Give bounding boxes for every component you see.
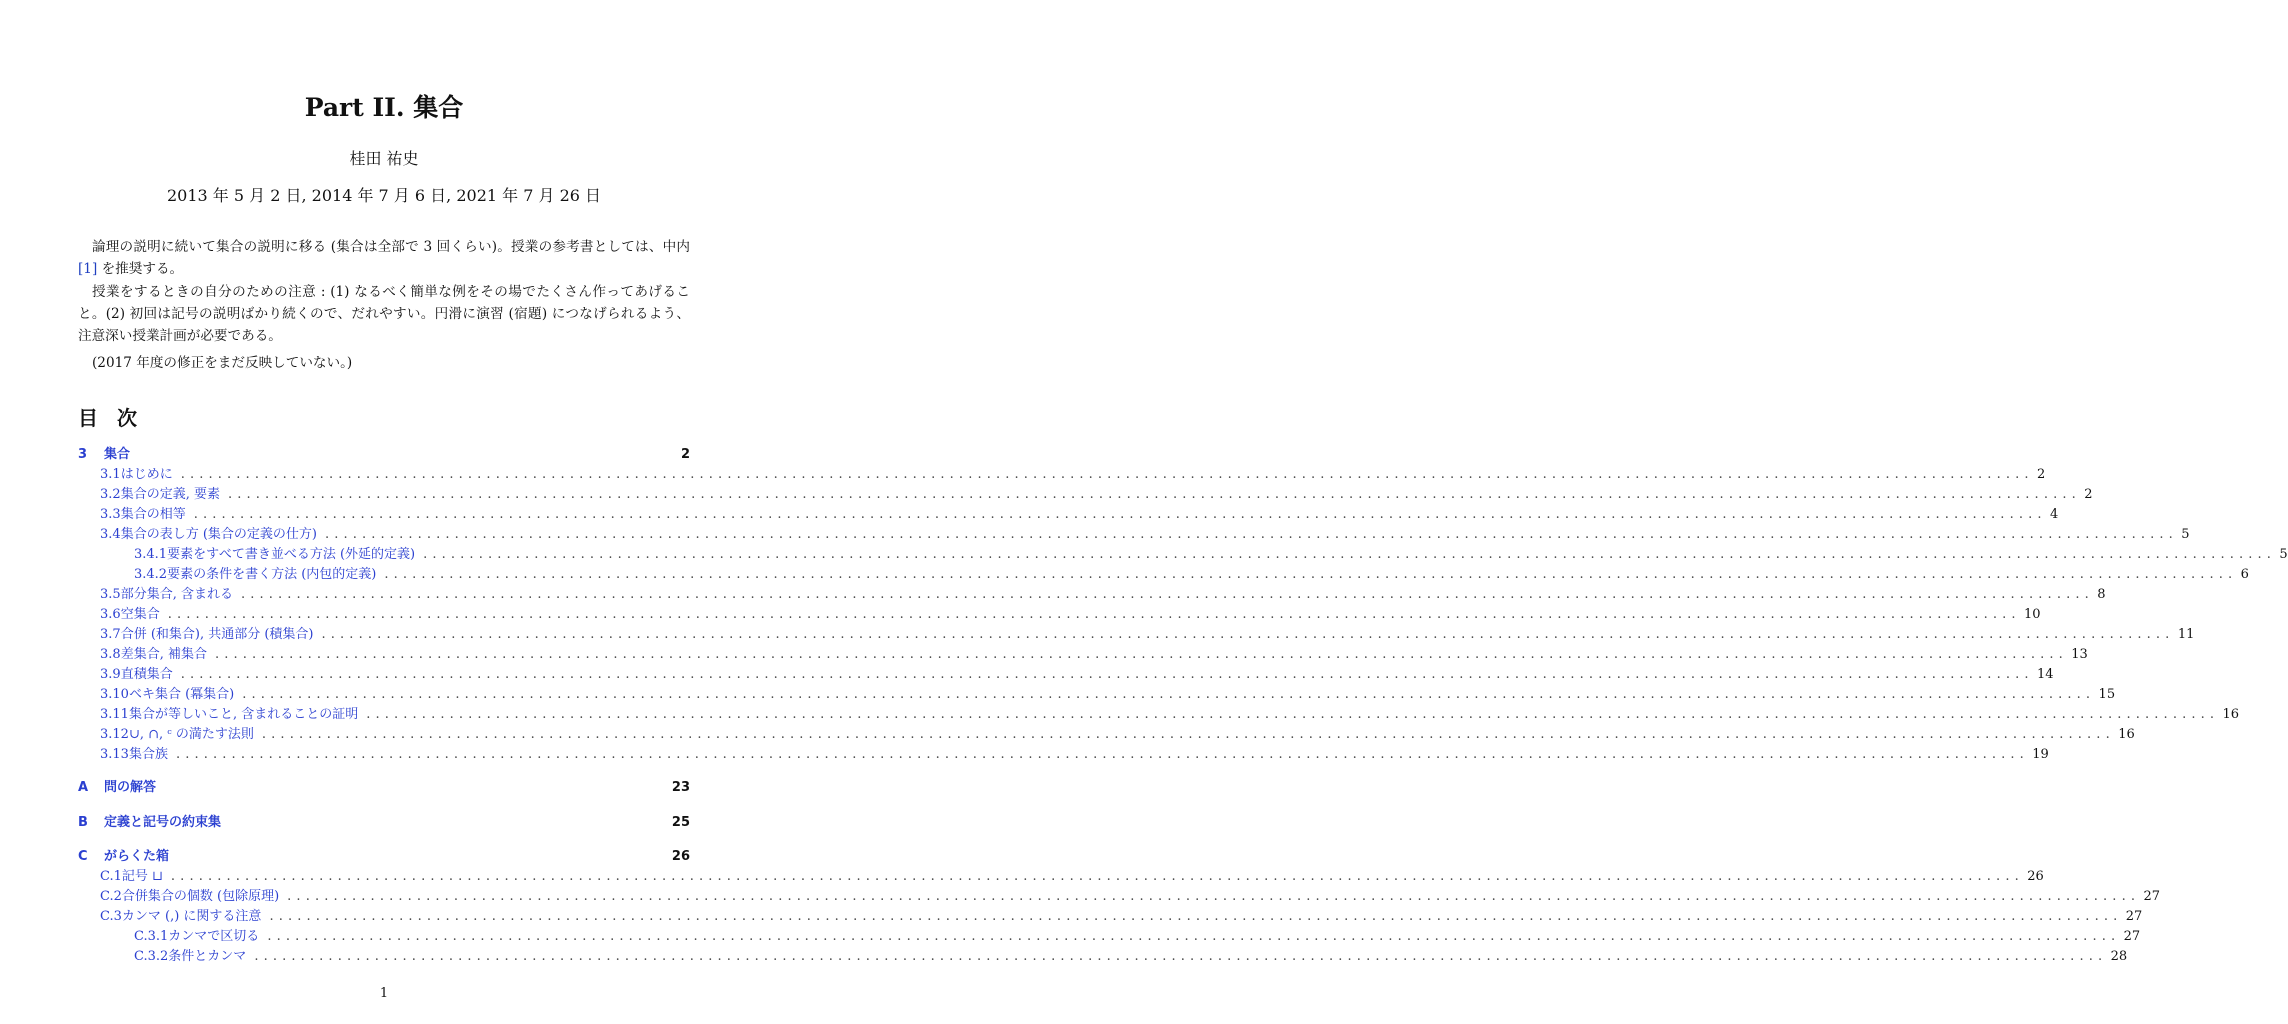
toc-leader-dots: . . . . . . . . . . . . . . . . . . . . . . . . . . . . . . . . . . . . . . . . . . . . . . . . . . . . . . . . . . . . . . . . . . . . . . . . . . . . . . . . . . . . . . . . . . . . . . . . . . . . . . . . . . . . . . . . . . . . . . . . . . . . . . . . . . . . . . . . . . . . . . . . . . . . . . . . . . . . . . . . . . . . . . . . . . . . . . . . . . . . . . . . . . . . . . . . . . . . . . . . bbox=[240, 587, 2090, 602]
toc-entry-title[interactable]: はじめに bbox=[120, 467, 173, 482]
toc-entry-page: 16 bbox=[2222, 707, 2240, 722]
toc-entry[interactable] bbox=[78, 702, 2240, 722]
toc-entry-page: 27 bbox=[2143, 889, 2161, 904]
toc-entry[interactable] bbox=[78, 682, 2116, 702]
toc-entry[interactable] bbox=[78, 944, 2128, 964]
toc-entry-number[interactable]: 3.4.1 bbox=[134, 547, 168, 562]
toc-entry-number[interactable]: C bbox=[78, 849, 88, 864]
toc-entry[interactable] bbox=[78, 462, 2046, 482]
toc-entry[interactable] bbox=[78, 642, 2088, 662]
toc-entry-number[interactable]: 3.2 bbox=[100, 487, 121, 502]
toc-entry-title[interactable]: 条件とカンマ bbox=[168, 949, 247, 964]
toc-entry-page: 27 bbox=[2123, 929, 2141, 944]
toc-entry-title[interactable]: 要素をすべて書き並べる方法 (外延的定義) bbox=[167, 547, 416, 562]
toc-entry-page: 2 bbox=[2084, 487, 2093, 502]
toc-entry-number[interactable]: 3.1 bbox=[100, 467, 121, 482]
document-author: 桂田 祐史 bbox=[349, 149, 419, 168]
toc-entry[interactable] bbox=[78, 522, 2190, 542]
toc-entry-page: 23 bbox=[671, 780, 690, 795]
toc-entry-title[interactable]: がらくた箱 bbox=[104, 849, 170, 864]
toc-entry-title[interactable]: 集合族 bbox=[128, 747, 168, 762]
toc-leader-dots: . . . . . . . . . . . . . . . . . . . . . . . . . . . . . . . . . . . . . . . . . . . . . . . . . . . . . . . . . . . . . . . . . . . . . . . . . . . . . . . . . . . . . . . . . . . . . . . . . . . . . . . . . . . . . . . . . . . . . . . . . . . . . . . . . . . . . . . . . . . . . . . . . . . . . . . . . . . . . . . . . . . . . . . . . . . . . . . . . . . . . . . . . . . . . . . . . . . . . . . . bbox=[167, 607, 2017, 622]
toc-leader-dots: . . . . . . . . . . . . . . . . . . . . . . . . . . . . . . . . . . . . . . . . . . . . . . . . . . . . . . . . . . . . . . . . . . . . . . . . . . . . . . . . . . . . . . . . . . . . . . . . . . . . . . . . . . . . . . . . . . . . . . . . . . . . . . . . . . . . . . . . . . . . . . . . . . . . . . . . . . . . . . . . . . . . . . . . . . . . . . . . . . . . . . . . . . . . . . . . . . . . . . . . bbox=[384, 567, 2233, 582]
toc-entry-title[interactable]: 集合 bbox=[104, 447, 131, 462]
toc-entry-number[interactable]: 3.8 bbox=[100, 647, 121, 662]
toc-entry-title[interactable]: 要素の条件を書く方法 (内包的定義) bbox=[167, 567, 377, 582]
toc-entry-page: 4 bbox=[2050, 507, 2059, 522]
toc-leader-dots: . . . . . . . . . . . . . . . . . . . . . . . . . . . . . . . . . . . . . . . . . . . . . . . . . . . . . . . . . . . . . . . . . . . . . . . . . . . . . . . . . . . . . . . . . . . . . . . . . . . . . . . . . . . . . . . . . . . . . . . . . . . . . . . . . . . . . . . . . . . . . . . . . . . . . . . . . . . . . . . . . . . . . . . . . . . . . . . . . . . . . . . . . . . . . . . . . . . . . . . . bbox=[423, 547, 2272, 562]
citation-link[interactable]: [1] bbox=[78, 261, 98, 278]
toc-leader-dots: . . . . . . . . . . . . . . . . . . . . . . . . . . . . . . . . . . . . . . . . . . . . . . . . . . . . . . . . . . . . . . . . . . . . . . . . . . . . . . . . . . . . . . . . . . . . . . . . . . . . . . . . . . . . . . . . . . . . . . . . . . . . . . . . . . . . . . . . . . . . . . . . . . . . . . . . . . . . . . . . . . . . . . . . . . . . . . . . . . . . . . . . . . . . . . . . . . . . . . . . bbox=[227, 487, 2077, 502]
toc-entry-title[interactable]: 直積集合 bbox=[120, 667, 173, 682]
toc-entry-number[interactable]: 3.12 bbox=[100, 727, 129, 742]
toc-entry-number[interactable]: 3.4.2 bbox=[134, 567, 168, 582]
abstract-p1-end: を推奨する。 bbox=[97, 261, 184, 278]
toc-entry-title[interactable]: カンマで区切る bbox=[168, 929, 260, 944]
toc-entry-title[interactable]: 差集合, 補集合 bbox=[120, 647, 207, 662]
document-title: Part II. 集合 bbox=[304, 93, 464, 122]
toc-leader-dots: . . . . . . . . . . . . . . . . . . . . . . . . . . . . . . . . . . . . . . . . . . . . . . . . . . . . . . . . . . . . . . . . . . . . . . . . . . . . . . . . . . . . . . . . . . . . . . . . . . . . . . . . . . . . . . . . . . . . . . . . . . . . . . . . . . . . . . . . . . . . . . . . . . . . . . . . . . . . . . . . . . . . . . . . . . . . . . . . . . . . . . . . . . . . . . . . . . . . . . . . bbox=[193, 507, 2043, 522]
toc-entry-page: 15 bbox=[2098, 687, 2116, 702]
toc-entry-page: 11 bbox=[2177, 627, 2195, 642]
toc-leader-dots: . . . . . . . . . . . . . . . . . . . . . . . . . . . . . . . . . . . . . . . . . . . . . . . . . . . . . . . . . . . . . . . . . . . . . . . . . . . . . . . . . . . . . . . . . . . . . . . . . . . . . . . . . . . . . . . . . . . . . . . . . . . . . . . . . . . . . . . . . . . . . . . . . . . . . . . . . . . . . . . . . . . . . . . . . . . . . . . . . . . . . . . . . . . . . . . . . . . . . . . . bbox=[242, 687, 2091, 702]
abstract-note: (2017 年度の修正をまだ反映していない。) bbox=[92, 355, 353, 372]
toc-entry-number[interactable]: C.3.2 bbox=[134, 949, 169, 964]
toc-leader-dots: . . . . . . . . . . . . . . . . . . . . . . . . . . . . . . . . . . . . . . . . . . . . . . . . . . . . . . . . . . . . . . . . . . . . . . . . . . . . . . . . . . . . . . . . . . . . . . . . . . . . . . . . . . . . . . . . . . . . . . . . . . . . . . . . . . . . . . . . . . . . . . . . . . . . . . . . . . . . . . . . . . . . . . . . . . . . . . . . . . . . . . . . . . . . . . . . . . . . . . . . bbox=[269, 909, 2118, 924]
toc-entry-title[interactable]: カンマ (,) に関する注意 bbox=[121, 909, 262, 924]
toc-entry-page: 14 bbox=[2037, 667, 2054, 682]
toc-leader-dots: . . . . . . . . . . . . . . . . . . . . . . . . . . . . . . . . . . . . . . . . . . . . . . . . . . . . . . . . . . . . . . . . . . . . . . . . . . . . . . . . . . . . . . . . . . . . . . . . . . . . . . . . . . . . . . . . . . . . . . . . . . . . . . . . . . . . . . . . . . . . . . . . . . . . . . . . . . . . . . . . . . . . . . . . . . . . . . . . . . . . . . . . . . . . . . . . . . . . . . . . bbox=[287, 889, 2136, 904]
toc-entry[interactable] bbox=[78, 924, 2141, 944]
toc-entry-title[interactable]: 合併集合の個数 (包除原理) bbox=[121, 889, 280, 904]
toc-entry[interactable] bbox=[78, 622, 2195, 642]
abstract-paragraph-1 bbox=[78, 236, 690, 281]
toc-entry[interactable] bbox=[78, 844, 690, 864]
toc-entry[interactable] bbox=[78, 602, 2041, 622]
toc-leader-dots: . . . . . . . . . . . . . . . . . . . . . . . . . . . . . . . . . . . . . . . . . . . . . . . . . . . . . . . . . . . . . . . . . . . . . . . . . . . . . . . . . . . . . . . . . . . . . . . . . . . . . . . . . . . . . . . . . . . . . . . . . . . . . . . . . . . . . . . . . . . . . . . . . . . . . . . . . . . . . . . . . . . . . . . . . . . . . . . . . . . . . . . . . . . . . . . . . . . . . . . . bbox=[321, 627, 2170, 642]
toc-entry[interactable] bbox=[78, 775, 690, 795]
toc-entry-number[interactable]: C.3 bbox=[100, 909, 122, 924]
toc-entry-number[interactable]: B bbox=[78, 815, 88, 830]
toc-entry-title[interactable]: 集合の表し方 (集合の定義の仕方) bbox=[120, 527, 317, 542]
toc-entry-page: 13 bbox=[2071, 647, 2088, 662]
toc-entry[interactable] bbox=[78, 722, 2135, 742]
toc-entry-number[interactable]: 3 bbox=[78, 447, 88, 462]
toc-entry-number[interactable]: 3.7 bbox=[100, 627, 121, 642]
toc-entry-title[interactable]: ∪, ∩, ᶜ の満たす法則 bbox=[128, 727, 254, 742]
toc-entry-title[interactable]: 集合が等しいこと, 含まれることの証明 bbox=[128, 707, 359, 722]
toc-entry-page: 8 bbox=[2097, 587, 2106, 602]
toc-entry-page: 6 bbox=[2240, 567, 2249, 582]
toc-entry-number[interactable]: 3.9 bbox=[100, 667, 121, 682]
abstract-p1-text: 論理の説明に続いて集合の説明に移る (集合は全部で 3 回くらい)。授業の参考書としては、中内 bbox=[92, 239, 690, 255]
toc-entry[interactable] bbox=[78, 502, 2059, 522]
toc-leader-dots: . . . . . . . . . . . . . . . . . . . . . . . . . . . . . . . . . . . . . . . . . . . . . . . . . . . . . . . . . . . . . . . . . . . . . . . . . . . . . . . . . . . . . . . . . . . . . . . . . . . . . . . . . . . . . . . . . . . . . . . . . . . . . . . . . . . . . . . . . . . . . . . . . . . . . . . . . . . . . . . . . . . . . . . . . . . . . . . . . . . . . . . . . . . . . . . . . . . . . . . . bbox=[180, 667, 2030, 682]
toc-entry-title[interactable]: 部分集合, 含まれる bbox=[120, 587, 233, 602]
toc-entry-page: 19 bbox=[2032, 747, 2049, 762]
toc-entry-number[interactable]: A bbox=[78, 780, 89, 795]
toc-entry[interactable] bbox=[78, 904, 2143, 924]
toc-entry[interactable] bbox=[78, 562, 2249, 582]
toc-entry-title[interactable]: 定義と記号の約束集 bbox=[104, 815, 222, 830]
toc-leader-dots: . . . . . . . . . . . . . . . . . . . . . . . . . . . . . . . . . . . . . . . . . . . . . . . . . . . . . . . . . . . . . . . . . . . . . . . . . . . . . . . . . . . . . . . . . . . . . . . . . . . . . . . . . . . . . . . . . . . . . . . . . . . . . . . . . . . . . . . . . . . . . . . . . . . . . . . . . . . . . . . . . . . . . . . . . . . . . . . . . . . . . . . . . . . . . . . . . . . . . . . . bbox=[324, 527, 2174, 542]
page-number: 1 bbox=[379, 986, 389, 1001]
toc-entry-page: 26 bbox=[671, 849, 690, 864]
toc-entry-number[interactable]: 3.13 bbox=[100, 747, 129, 762]
toc-entry-page: 5 bbox=[2181, 527, 2190, 542]
toc-entry[interactable] bbox=[78, 864, 2044, 884]
toc-entry-page: 28 bbox=[2110, 949, 2128, 964]
toc-entry[interactable] bbox=[78, 582, 2106, 602]
toc-entry-number[interactable]: 3.11 bbox=[100, 707, 129, 722]
toc-entry-number[interactable]: 3.10 bbox=[100, 687, 129, 702]
toc-entry-title[interactable]: 集合の定義, 要素 bbox=[120, 487, 220, 502]
toc-entry-page: 26 bbox=[2027, 869, 2044, 884]
toc-entry[interactable] bbox=[78, 662, 2054, 682]
toc-leader-dots: . . . . . . . . . . . . . . . . . . . . . . . . . . . . . . . . . . . . . . . . . . . . . . . . . . . . . . . . . . . . . . . . . . . . . . . . . . . . . . . . . . . . . . . . . . . . . . . . . . . . . . . . . . . . . . . . . . . . . . . . . . . . . . . . . . . . . . . . . . . . . . . . . . . . . . . . . . . . . . . . . . . . . . . . . . . . . . . . . . . . . . . . . . . . . . . . . . . . . . . . bbox=[366, 707, 2215, 722]
toc-leader-dots: . . . . . . . . . . . . . . . . . . . . . . . . . . . . . . . . . . . . . . . . . . . . . . . . . . . . . . . . . . . . . . . . . . . . . . . . . . . . . . . . . . . . . . . . . . . . . . . . . . . . . . . . . . . . . . . . . . . . . . . . . . . . . . . . . . . . . . . . . . . . . . . . . . . . . . . . . . . . . . . . . . . . . . . . . . . . . . . . . . . . . . . . . . . . . . . . . . . . . . . . bbox=[175, 747, 2025, 762]
toc-leader-dots: . . . . . . . . . . . . . . . . . . . . . . . . . . . . . . . . . . . . . . . . . . . . . . . . . . . . . . . . . . . . . . . . . . . . . . . . . . . . . . . . . . . . . . . . . . . . . . . . . . . . . . . . . . . . . . . . . . . . . . . . . . . . . . . . . . . . . . . . . . . . . . . . . . . . . . . . . . . . . . . . . . . . . . . . . . . . . . . . . . . . . . . . . . . . . . . . . . . . . . . . bbox=[170, 869, 2020, 884]
toc-entry-number[interactable]: 3.6 bbox=[100, 607, 121, 622]
toc-entry[interactable] bbox=[78, 742, 2049, 762]
abstract-paragraph-2: 授業をするときの自分のための注意 : (1) なるべく簡単な例をその場でたくさん作ってあげること。(2) 初回は記号の説明ばかり続くので、だれやすい。円滑に演習 (宿題) につなげられるよう、注意深い授業計画が必要である。 bbox=[78, 283, 690, 345]
toc-entry[interactable] bbox=[78, 810, 690, 830]
toc-entry-number[interactable]: 3.4 bbox=[100, 527, 121, 542]
toc-entry-page: 2 bbox=[680, 447, 690, 462]
toc-heading: 目 次 bbox=[78, 406, 143, 430]
toc-entry-page: 2 bbox=[2037, 467, 2046, 482]
toc-leader-dots: . . . . . . . . . . . . . . . . . . . . . . . . . . . . . . . . . . . . . . . . . . . . . . . . . . . . . . . . . . . . . . . . . . . . . . . . . . . . . . . . . . . . . . . . . . . . . . . . . . . . . . . . . . . . . . . . . . . . . . . . . . . . . . . . . . . . . . . . . . . . . . . . . . . . . . . . . . . . . . . . . . . . . . . . . . . . . . . . . . . . . . . . . . . . . . . . . . . . . . . . bbox=[214, 647, 2064, 662]
abstract bbox=[78, 236, 690, 375]
toc-entry-number[interactable]: C.3.1 bbox=[134, 929, 169, 944]
toc-leader-dots: . . . . . . . . . . . . . . . . . . . . . . . . . . . . . . . . . . . . . . . . . . . . . . . . . . . . . . . . . . . . . . . . . . . . . . . . . . . . . . . . . . . . . . . . . . . . . . . . . . . . . . . . . . . . . . . . . . . . . . . . . . . . . . . . . . . . . . . . . . . . . . . . . . . . . . . . . . . . . . . . . . . . . . . . . . . . . . . . . . . . . . . . . . . . . . . . . . . . . . . . bbox=[261, 727, 2111, 742]
toc-leader-dots: . . . . . . . . . . . . . . . . . . . . . . . . . . . . . . . . . . . . . . . . . . . . . . . . . . . . . . . . . . . . . . . . . . . . . . . . . . . . . . . . . . . . . . . . . . . . . . . . . . . . . . . . . . . . . . . . . . . . . . . . . . . . . . . . . . . . . . . . . . . . . . . . . . . . . . . . . . . . . . . . . . . . . . . . . . . . . . . . . . . . . . . . . . . . . . . . . . . . . . . . bbox=[180, 467, 2030, 482]
toc-entry-page: 5 bbox=[2279, 547, 2288, 562]
document-dates: 2013 年 5 月 2 日, 2014 年 7 月 6 日, 2021 年 7 月 26 日 bbox=[166, 186, 602, 205]
toc-entry[interactable] bbox=[78, 442, 690, 462]
toc-entry-number[interactable]: 3.3 bbox=[100, 507, 121, 522]
toc-leader-dots: . . . . . . . . . . . . . . . . . . . . . . . . . . . . . . . . . . . . . . . . . . . . . . . . . . . . . . . . . . . . . . . . . . . . . . . . . . . . . . . . . . . . . . . . . . . . . . . . . . . . . . . . . . . . . . . . . . . . . . . . . . . . . . . . . . . . . . . . . . . . . . . . . . . . . . . . . . . . . . . . . . . . . . . . . . . . . . . . . . . . . . . . . . . . . . . . . . . . . . . . bbox=[254, 949, 2103, 964]
toc-entry-title[interactable]: 問の解答 bbox=[104, 780, 157, 795]
toc-entry-number[interactable]: 3.5 bbox=[100, 587, 121, 602]
toc-entry-number[interactable]: C.2 bbox=[100, 889, 122, 904]
toc-leader-dots: . . . . . . . . . . . . . . . . . . . . . . . . . . . . . . . . . . . . . . . . . . . . . . . . . . . . . . . . . . . . . . . . . . . . . . . . . . . . . . . . . . . . . . . . . . . . . . . . . . . . . . . . . . . . . . . . . . . . . . . . . . . . . . . . . . . . . . . . . . . . . . . . . . . . . . . . . . . . . . . . . . . . . . . . . . . . . . . . . . . . . . . . . . . . . . . . . . . . . . . . bbox=[267, 929, 2116, 944]
toc-entry-number[interactable]: C.1 bbox=[100, 869, 122, 884]
toc-entry-page: 10 bbox=[2024, 607, 2041, 622]
toc-entry-page: 16 bbox=[2118, 727, 2135, 742]
toc-entry-title[interactable]: ベキ集合 (冪集合) bbox=[128, 687, 235, 702]
toc-entry[interactable] bbox=[78, 884, 2161, 904]
toc-entry-title[interactable]: 記号 ⊔ bbox=[121, 869, 163, 884]
toc-entry-page: 25 bbox=[671, 815, 690, 830]
toc-entry-page: 27 bbox=[2125, 909, 2143, 924]
toc-entry-title[interactable]: 集合の相等 bbox=[120, 507, 186, 522]
toc-entry[interactable] bbox=[78, 482, 2093, 502]
toc-entry[interactable] bbox=[78, 542, 2288, 562]
toc-entry-title[interactable]: 合併 (和集合), 共通部分 (積集合) bbox=[120, 627, 314, 642]
toc-entry-title[interactable]: 空集合 bbox=[120, 607, 160, 622]
